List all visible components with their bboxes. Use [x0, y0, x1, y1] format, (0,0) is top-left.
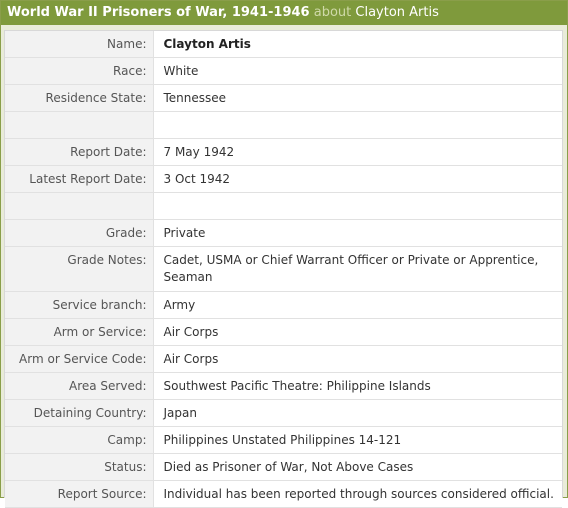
- table-row-status: [5, 454, 562, 481]
- record-details-table: [5, 31, 562, 508]
- about-text: about: [313, 5, 352, 20]
- field-label: Grade:: [5, 220, 153, 247]
- record-subject: Clayton Artis: [355, 5, 439, 20]
- field-value: Private: [153, 220, 562, 247]
- table-row-grade-notes: [5, 247, 562, 292]
- field-value: Individual has been reported through sources considered official.: [153, 481, 562, 508]
- field-value: 7 May 1942: [153, 139, 562, 166]
- table-row-area-served: [5, 373, 562, 400]
- field-label: Service branch:: [5, 292, 153, 319]
- field-value: Southwest Pacific Theatre: Philippine Islands: [153, 373, 562, 400]
- table-row-name: [5, 31, 562, 58]
- field-value: 3 Oct 1942: [153, 166, 562, 193]
- collection-title: World War II Prisoners of War, 1941-1946: [7, 5, 310, 20]
- field-label: Report Date:: [5, 139, 153, 166]
- table-row-grade: [5, 220, 562, 247]
- field-value: Died as Prisoner of War, Not Above Cases: [153, 454, 562, 481]
- field-value: Air Corps: [153, 319, 562, 346]
- field-value-name: Clayton Artis: [153, 31, 562, 58]
- table-row-spacer: [5, 193, 562, 220]
- field-value: Japan: [153, 400, 562, 427]
- table-row-arm-or-service: [5, 319, 562, 346]
- field-label: Race:: [5, 58, 153, 85]
- field-label: Detaining Country:: [5, 400, 153, 427]
- field-label: Arm or Service Code:: [5, 346, 153, 373]
- field-label: Latest Report Date:: [5, 166, 153, 193]
- record-header: [1, 1, 567, 25]
- field-label: Area Served:: [5, 373, 153, 400]
- field-label: Camp:: [5, 427, 153, 454]
- record-table-container: [4, 30, 563, 501]
- field-value: White: [153, 58, 562, 85]
- field-label: Arm or Service:: [5, 319, 153, 346]
- table-row-race: [5, 58, 562, 85]
- table-row-spacer: [5, 112, 562, 139]
- field-label: Report Source:: [5, 481, 153, 508]
- field-value: Army: [153, 292, 562, 319]
- field-label: Status:: [5, 454, 153, 481]
- field-value: Philippines Unstated Philippines 14-121: [153, 427, 562, 454]
- field-label: [5, 112, 153, 139]
- field-value: [153, 112, 562, 139]
- table-row-report-date: [5, 139, 562, 166]
- field-value: Air Corps: [153, 346, 562, 373]
- field-label: [5, 193, 153, 220]
- field-label: Name:: [5, 31, 153, 58]
- table-row-service-branch: [5, 292, 562, 319]
- field-value: Tennessee: [153, 85, 562, 112]
- table-row-report-source: [5, 481, 562, 508]
- table-row-detaining-country: [5, 400, 562, 427]
- field-label: Residence State:: [5, 85, 153, 112]
- table-row-residence-state: [5, 85, 562, 112]
- field-value: Cadet, USMA or Chief Warrant Officer or Private or Apprentice, Seaman: [153, 247, 562, 292]
- table-row-latest-report-date: [5, 166, 562, 193]
- table-row-arm-or-service-code: [5, 346, 562, 373]
- field-label: Grade Notes:: [5, 247, 153, 292]
- field-value: [153, 193, 562, 220]
- table-row-camp: [5, 427, 562, 454]
